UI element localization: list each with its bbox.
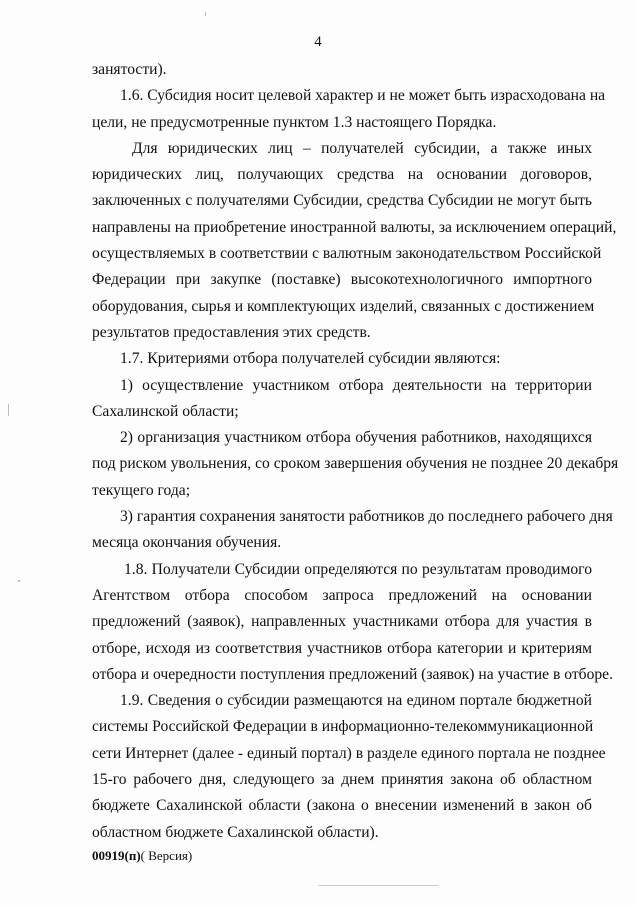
text-line: Для юридических лиц – получателей субсидии, а также иных xyxy=(132,139,592,157)
text-line: направлены на приобретение иностранной валюты, за исключением операций, xyxy=(92,218,617,236)
text-line: 3) гарантия сохранения занятости работников до последнего рабочего дня xyxy=(120,508,613,526)
document-footer xyxy=(92,848,192,864)
text-line: осуществляемых в соответствии с валютным законодательством Российской xyxy=(92,245,602,263)
scan-artifact xyxy=(18,580,20,582)
text-line: Федерации при закупке (поставке) высокотехнологичного импортного xyxy=(92,271,592,289)
document-body xyxy=(92,57,619,846)
text-line: результатов предоставления этих средств. xyxy=(92,323,371,341)
text-line: заключенных с получателями Субсидии, средства Субсидии не могут быть xyxy=(92,192,592,210)
scan-artifact xyxy=(205,12,206,16)
text-line: Сахалинской области; xyxy=(92,402,239,420)
text-line: занятости). xyxy=(92,61,167,78)
document-version: ( Версия) xyxy=(140,848,193,863)
text-line: областном бюджете Сахалинской области). xyxy=(92,823,379,841)
text-line: цели, не предусмотренные пунктом 1.3 настоящего Порядка. xyxy=(92,113,497,131)
text-line: 1.6. Субсидия носит целевой характер и не может быть израсходована на xyxy=(120,87,606,105)
document-code: 00919(п) xyxy=(92,848,141,863)
text-line: юридических лиц, получающих средства на основании договоров, xyxy=(92,166,592,184)
scan-artifact xyxy=(8,404,9,416)
text-line: Агентством отбора способом запроса предложений на основании xyxy=(92,586,592,604)
text-line: сети Интернет (далее - единый портал) в разделе единого портала не позднее xyxy=(92,744,606,762)
scan-artifact xyxy=(318,885,438,886)
text-line: месяца окончания обучения. xyxy=(92,534,282,552)
text-line: отборе, исходя из соответствия участников отбора категории и критериям xyxy=(92,639,592,657)
text-line: 1.7. Критериями отбора получателей субсидии являются: xyxy=(120,350,501,368)
text-line: бюджете Сахалинской области (закона о внесении изменений в закон об xyxy=(92,797,592,815)
text-line: 15-го рабочего дня, следующего за днем принятия закона об областном xyxy=(92,771,592,789)
text-line: системы Российской Федерации в информационно-телекоммуникационной xyxy=(92,718,594,736)
text-line: под риском увольнения, со сроком завершения обучения не позднее 20 декабря xyxy=(92,455,619,473)
text-line: текущего года; xyxy=(92,481,191,499)
text-line: 2) организация участником отбора обучения работников, находящихся xyxy=(120,429,592,447)
text-line: отбора и очередности поступления предложений (заявок) на участие в отборе. xyxy=(92,665,613,683)
text-line: предложений (заявок), направленных участниками отбора для участия в xyxy=(92,613,592,631)
text-line: 1.9. Сведения о субсидии размещаются на едином портале бюджетной xyxy=(120,692,592,710)
page-number: 4 xyxy=(314,34,322,50)
text-line: 1) осуществление участником отбора деятельности на территории xyxy=(120,376,592,394)
text-line: 1.8. Получатели Субсидии определяются по результатам проводимого xyxy=(124,560,592,578)
text-line: оборудования, сырья и комплектующих изделий, связанных с достижением xyxy=(92,297,595,315)
